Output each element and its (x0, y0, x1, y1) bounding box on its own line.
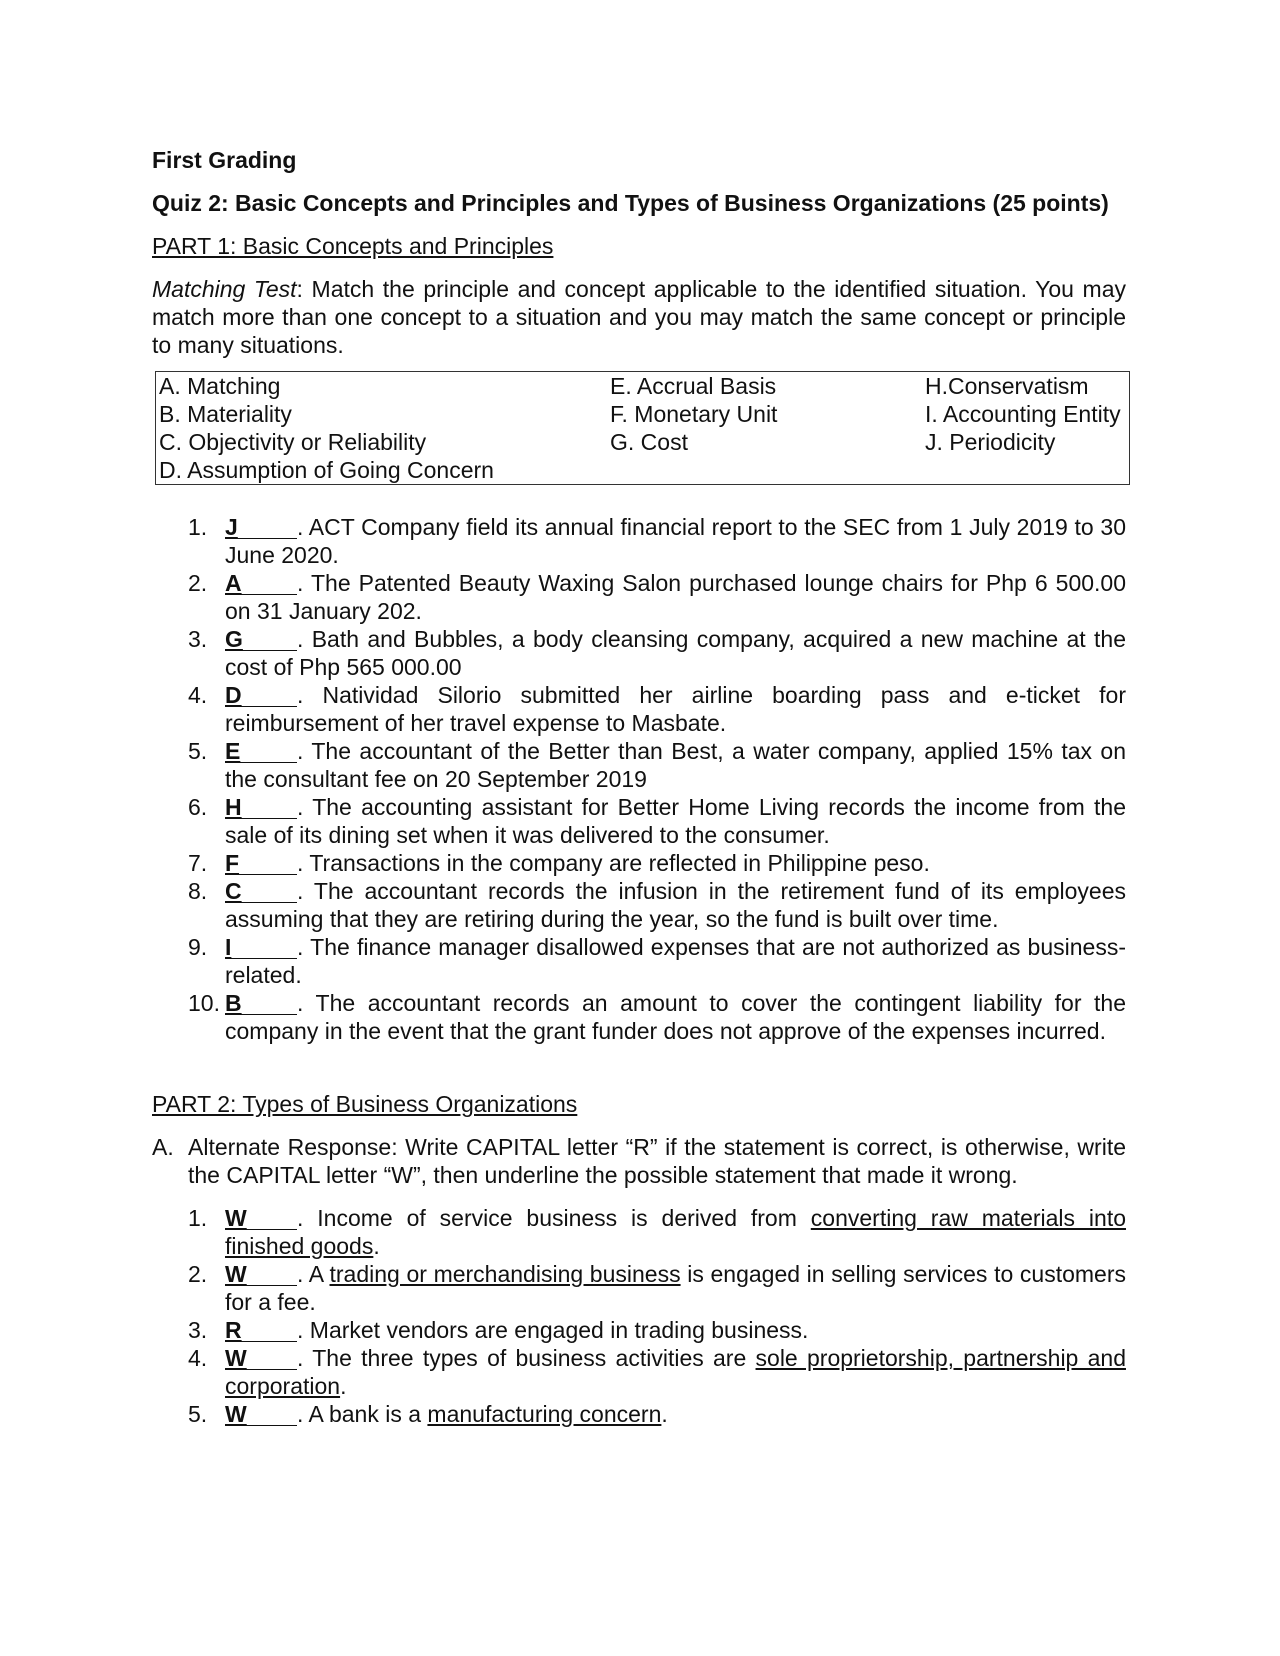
choice-cell (607, 456, 922, 485)
quiz-document (152, 146, 1126, 1428)
item-text: . The accountant of the Better than Best, a water company, applied 15% tax on the consultant fee on 20 September 2019 (225, 738, 1126, 792)
answer-blank (225, 1403, 297, 1426)
choice-cell: A. Matching (159, 373, 281, 399)
item-number: 8. (188, 878, 208, 904)
choice-cell: C. Objectivity or Reliability (159, 429, 427, 455)
answer-blank (225, 1263, 297, 1286)
answer-letter: A (225, 570, 242, 596)
answer-blank (225, 1207, 297, 1230)
answer-letter: I (225, 934, 232, 960)
list-item (152, 877, 1126, 933)
answer-blank (225, 936, 297, 959)
section-a-instructions (152, 1133, 1126, 1189)
answer-blank (225, 516, 297, 539)
list-item (152, 1400, 1126, 1428)
answer-letter: D (225, 682, 242, 708)
item-text: . Natividad Silorio submitted her airline boarding pass and e-ticket for reimbursement of her travel expense to Masbate. (225, 682, 1126, 736)
choices-table (155, 371, 1130, 485)
answer-letter: B (225, 990, 242, 1016)
section-a-text: Alternate Response: Write CAPITAL letter “R” if the statement is correct, is otherwise, write the CAPITAL letter “W”, then underline the possible statement that made it wrong. (188, 1134, 1126, 1188)
answer-blank (225, 740, 297, 763)
choices-row (156, 428, 1130, 456)
list-item (152, 1344, 1126, 1400)
item-text-pre: . A bank is a (297, 1401, 428, 1427)
answer-blank (225, 992, 297, 1015)
list-item (152, 569, 1126, 625)
instructions-label: Matching Test (152, 276, 297, 302)
choice-cell: I. Accounting Entity (925, 401, 1121, 427)
choice-cell: D. Assumption of Going Concern (159, 457, 494, 483)
item-text: . Bath and Bubbles, a body cleansing company, acquired a new machine at the cost of Php 565 000.00 (225, 626, 1126, 680)
item-number: 2. (188, 1261, 208, 1287)
list-item (152, 793, 1126, 849)
choice-cell (922, 456, 1130, 485)
answer-blank (225, 852, 297, 875)
choices-row (156, 456, 1130, 485)
item-text: . The Patented Beauty Waxing Salon purchased lounge chairs for Php 6 500.00 on 31 January 202. (225, 570, 1126, 624)
list-item (152, 513, 1126, 569)
part2-title: PART 2: Types of Business Organizations (152, 1091, 578, 1117)
part2-items (152, 1204, 1126, 1428)
list-item (152, 737, 1126, 793)
item-text-pre: . Income of service business is derived from (297, 1205, 811, 1231)
item-number: 2. (188, 570, 208, 596)
item-text-underlined: trading or merchandising business (329, 1261, 681, 1287)
answer-letter: H (225, 794, 242, 820)
list-item (152, 1260, 1126, 1316)
item-text-post: . (661, 1401, 668, 1427)
item-number: 7. (188, 850, 208, 876)
item-text-post: is engaged in selling services to customers for a fee. (225, 1261, 1126, 1315)
answer-blank (225, 628, 297, 651)
answer-letter: F (225, 850, 240, 876)
choice-cell: G. Cost (610, 429, 688, 455)
choice-cell: F. Monetary Unit (610, 401, 778, 427)
list-item (152, 681, 1126, 737)
item-text: . ACT Company field its annual financial report to the SEC from 1 July 2019 to 30 June 2020. (225, 514, 1126, 568)
answer-letter: G (225, 626, 243, 652)
item-text-post: . (340, 1373, 347, 1399)
answer-blank (225, 1319, 297, 1342)
answer-blank (225, 572, 297, 595)
choices-row (156, 400, 1130, 428)
choice-cell: E. Accrual Basis (610, 373, 777, 399)
item-text-pre: . The three types of business activities are (297, 1345, 756, 1371)
item-text-underlined: manufacturing concern (427, 1401, 662, 1427)
item-number: 10. (188, 990, 220, 1016)
item-number: 4. (188, 1345, 208, 1371)
answer-letter: W (225, 1205, 247, 1231)
answer-letter: E (225, 738, 241, 764)
item-text: . The accounting assistant for Better Home Living records the income from the sale of its dining set when it was delivered to the consumer. (225, 794, 1126, 848)
choice-cell: B. Materiality (159, 401, 292, 427)
instructions-text: : Match the principle and concept applicable to the identified situation. You may match more than one concept to a situation and you may match the same concept or principle to many situations. (152, 276, 1126, 358)
item-number: 3. (188, 1317, 208, 1343)
choice-cell: H.Conservatism (925, 373, 1089, 399)
item-number: 6. (188, 794, 208, 820)
item-number: 1. (188, 514, 208, 540)
item-text-post: . (373, 1233, 380, 1259)
answer-letter: W (225, 1401, 247, 1427)
section-a-label: A. (152, 1134, 174, 1160)
choice-cell: J. Periodicity (925, 429, 1056, 455)
list-item (152, 933, 1126, 989)
part1-items (152, 513, 1126, 1045)
choices-row (156, 372, 1130, 401)
list-item (152, 1316, 1126, 1344)
part1-instructions (152, 275, 1126, 359)
quiz-title: Quiz 2: Basic Concepts and Principles and Types of Business Organizations (25 points) (152, 190, 1109, 216)
answer-letter: J (225, 514, 238, 540)
answer-blank (225, 1347, 297, 1370)
list-item (152, 1204, 1126, 1260)
list-item (152, 849, 1126, 877)
answer-blank (225, 684, 297, 707)
item-text-pre: . A (297, 1261, 330, 1287)
item-number: 5. (188, 1401, 208, 1427)
list-item (152, 989, 1126, 1045)
item-number: 1. (188, 1205, 208, 1231)
item-number: 3. (188, 626, 208, 652)
answer-letter: C (225, 878, 242, 904)
item-text: . The finance manager disallowed expenses that are not authorized as business-related. (225, 934, 1126, 988)
answer-letter: W (225, 1345, 247, 1371)
item-text-pre: . Market vendors are engaged in trading business. (297, 1317, 809, 1343)
answer-letter: W (225, 1261, 247, 1287)
answer-blank (225, 796, 297, 819)
item-number: 4. (188, 682, 208, 708)
item-number: 5. (188, 738, 208, 764)
item-text: . Transactions in the company are reflected in Philippine peso. (297, 850, 930, 876)
item-text: . The accountant records an amount to cover the contingent liability for the company in the event that the grant funder does not approve of the expenses incurred. (225, 990, 1126, 1044)
answer-blank (225, 880, 297, 903)
part1-title: PART 1: Basic Concepts and Principles (152, 233, 554, 259)
item-text-underlined: converting raw materials into finished goods (225, 1205, 1127, 1259)
list-item (152, 625, 1126, 681)
item-text-underlined: sole proprietorship, partnership and corporation (225, 1345, 1126, 1399)
document-title: First Grading (152, 147, 297, 173)
item-text: . The accountant records the infusion in the retirement fund of its employees assuming that they are retiring during the year, so the fund is built over time. (225, 878, 1126, 932)
item-number: 9. (188, 934, 208, 960)
answer-letter: R (225, 1317, 242, 1343)
